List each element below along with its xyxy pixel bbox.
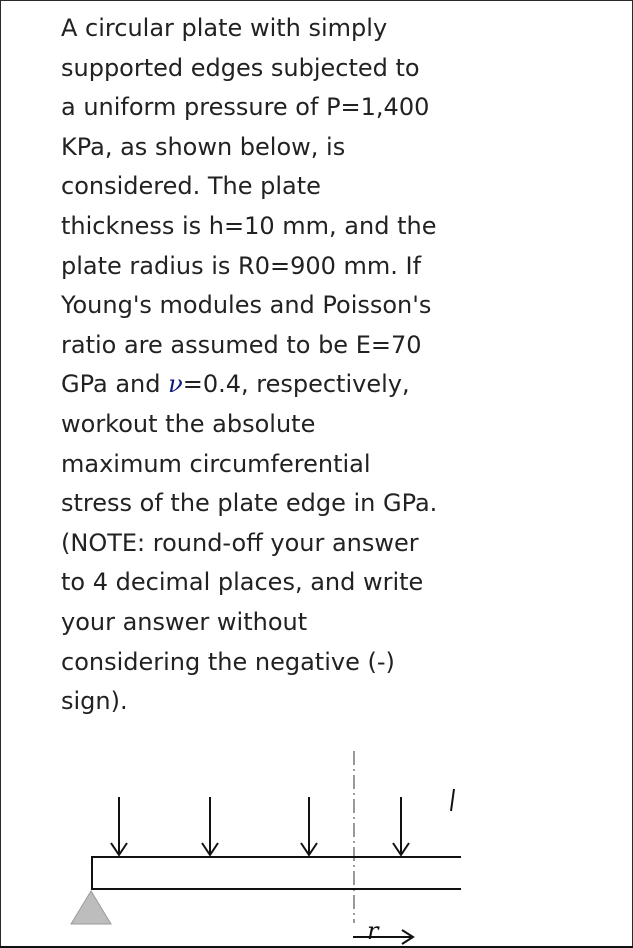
- question-line-10-start: GPa and: [61, 370, 169, 399]
- question-line-6: thickness is h=10 mm, and the: [61, 211, 437, 240]
- question-line-12: maximum circumferential: [61, 449, 371, 478]
- load-arrow: [111, 797, 127, 855]
- question-line-18: sign).: [61, 687, 128, 716]
- poisson-ratio-symbol: ν: [168, 370, 183, 399]
- question-line-14: (NOTE: round-off your answer: [61, 528, 419, 557]
- simple-support: [71, 891, 111, 924]
- question-line-7: plate radius is R0=900 mm. If: [61, 251, 422, 280]
- plate-section: [91, 856, 461, 890]
- question-line-3: a uniform pressure of P=1,400: [61, 93, 430, 122]
- question-line-2: supported edges subjected to: [61, 53, 420, 82]
- question-line-10-end: =0.4, respectively,: [182, 370, 410, 399]
- load-arrow: [202, 797, 218, 855]
- plate-diagram: [61, 741, 461, 947]
- question-line-10: [61, 365, 481, 405]
- question-line-17: considering the negative (-): [61, 647, 395, 676]
- question-line-11: workout the absolute: [61, 409, 316, 438]
- question-line-5: considered. The plate: [61, 172, 321, 201]
- question-line-15: to 4 decimal places, and write: [61, 568, 424, 597]
- question-line-1: A circular plate with simply: [61, 14, 388, 42]
- question-line-9: ratio are assumed to be E=70: [61, 330, 422, 359]
- question-line-8: Young's modules and Poisson's: [61, 291, 432, 320]
- pressure-load-arrows: [111, 797, 409, 855]
- radius-label: r: [367, 917, 379, 945]
- question-line-13: stress of the plate edge in GPa.: [61, 489, 438, 518]
- question-line-4: KPa, as shown below, is: [61, 132, 346, 161]
- question-line-16: your answer without: [61, 607, 308, 636]
- load-arrow: [301, 797, 317, 855]
- cropped-label-mark: [451, 789, 454, 811]
- question-text: [61, 9, 481, 722]
- load-arrow: [393, 797, 409, 855]
